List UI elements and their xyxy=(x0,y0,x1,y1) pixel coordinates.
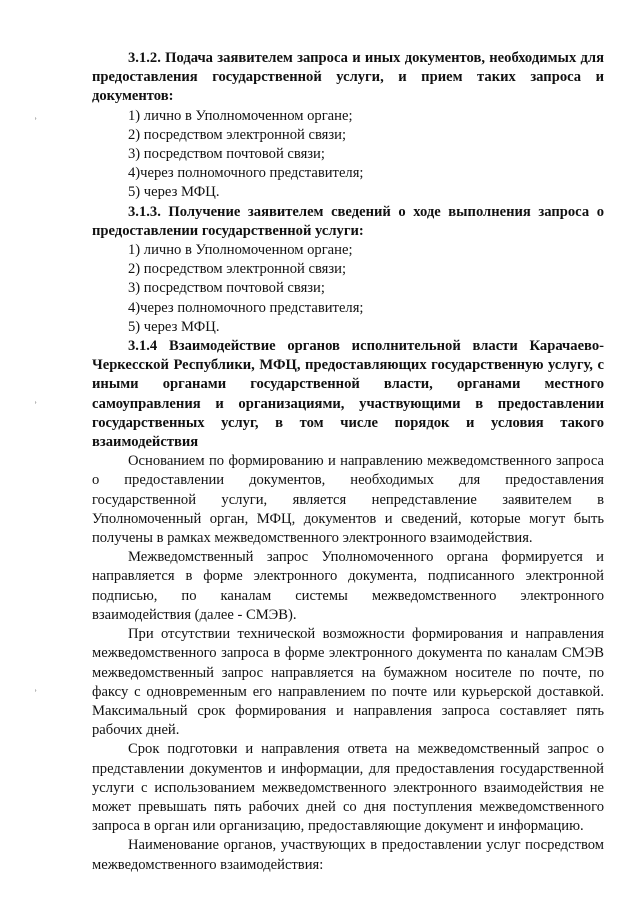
paragraph: Наименование органов, участвующих в предоставлении услуг посредством межведомственного взаимодействия: xyxy=(92,837,604,873)
section-3-1-2-heading: 3.1.2. Подача заявителем запроса и иных документов, необходимых для предоставления государственной услуги, и прием таких запроса и документов: xyxy=(92,50,604,105)
paragraph: Межведомственный запрос Уполномоченного органа формируется и направляется в форме электронного документа, подписанного электронной подписью, по каналам системы межведомственного электронного взаимодействия (далее - СМЭВ). xyxy=(92,549,604,623)
section-3-1-3-heading: 3.1.3. Получение заявителем сведений о ходе выполнения запроса о предоставлении государственной услуги: xyxy=(92,203,604,239)
list-item: 3) посредством почтовой связи; xyxy=(128,280,325,297)
list-item: 4)через полномочного представителя; xyxy=(128,299,364,316)
margin-mark: ʾ xyxy=(34,689,38,700)
paragraph: Основанием по формированию и направлению межведомственного запроса о предоставлении документов, необходимых для предоставления государственной услуги, является непредставление заявителем в Уполномоченный орган, МФЦ, документов и сведений, которые могут быть получены в рамках межведомственного электронного взаимодействия. xyxy=(92,453,604,547)
list-item: 4)через полномочного представителя; xyxy=(128,165,364,182)
section-3-1-4-heading: 3.1.4 Взаимодействие органов исполнительной власти Карачаево-Черкесской Республики, МФЦ, предоставляющих государственную услугу, с иными органами государственной власти, органами местного самоуправления и организациями, участвующими в предоставлении государственных услуг, в том числе порядок и условия такого взаимодействия xyxy=(92,338,604,451)
list-item: 1) лично в Уполномоченном органе; xyxy=(128,242,353,259)
section-3-1-3-list xyxy=(92,241,604,337)
paragraph: Срок подготовки и направления ответа на межведомственный запрос о представлении документов и информации, для предоставления государственной услуги с использованием межведомственного электронного взаимодействия не может превышать пять рабочих дней со дня поступления межведомственного запроса в орган или организацию, предоставляющие документ и информацию. xyxy=(92,741,604,835)
list-item: 3) посредством почтовой связи; xyxy=(128,146,325,163)
list-item: 5) через МФЦ. xyxy=(128,184,220,201)
list-item: 2) посредством электронной связи; xyxy=(128,126,347,143)
section-3-1-2-list xyxy=(92,107,604,203)
list-item: 5) через МФЦ. xyxy=(128,318,220,335)
margin-mark: ʾ xyxy=(34,401,38,412)
document-page xyxy=(92,49,604,875)
paragraph: При отсутствии технической возможности формирования и направления межведомственного запроса в форме электронного документа по каналам СМЭВ межведомственный запрос направляется на бумажном носителе по почте, по факсу с одновременным его направлением по почте или курьерской доставкой. Максимальный срок формирования и направления запроса составляет пять рабочих дней. xyxy=(92,626,604,739)
list-item: 2) посредством электронной связи; xyxy=(128,261,347,278)
list-item: 1) лично в Уполномоченном органе; xyxy=(128,107,353,124)
margin-mark: ʾ xyxy=(34,117,38,128)
